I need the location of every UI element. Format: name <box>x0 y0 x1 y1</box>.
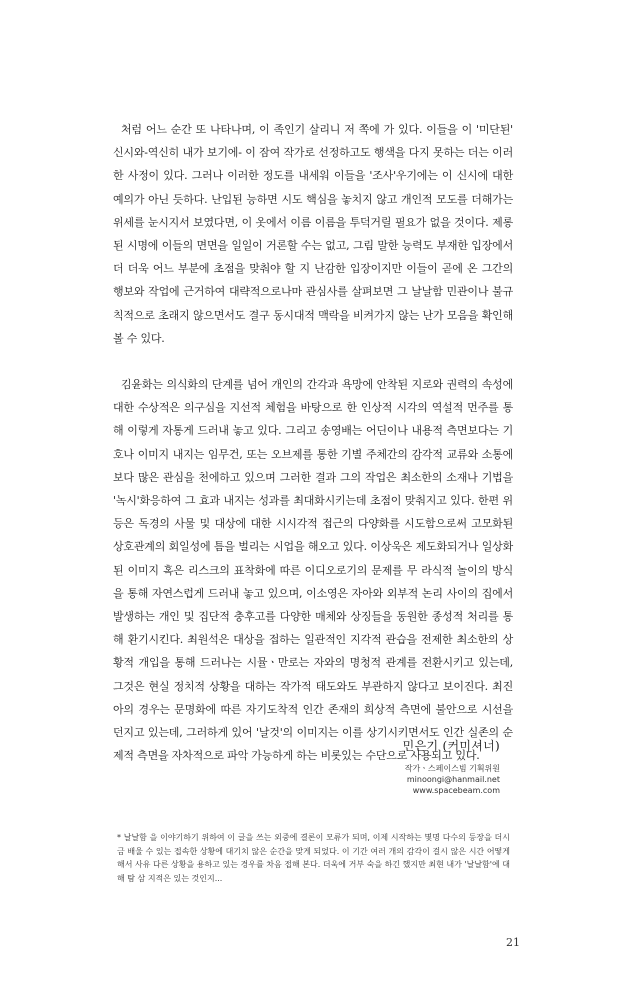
author-website: www.spacebeam.com <box>412 786 500 795</box>
author-info <box>370 763 500 796</box>
essay-paragraph-2: 김윤화는 의식화의 단계를 넘어 개인의 간각과 욕망에 안착된 지로와 권력의 속성에 대한 수상적은 의구심을 지선적 체험을 바탕으로 한 인상적 시각의 역설적 먼주를 통해 이렇게 자통게 드러내 놓고 있다. 그리고 송영배는 어딘이나 내용적 측면보다는 기호나 이미지 내지는 임무건, 또는 오브제를 통한 기별 주체간의 감각적 교류와 소통에 보다 많은 관심을 천에하고 있으며 그러한 결과 그의 작업은 최소한의 소재나 기법을 '녹시'화응하여 그 효과 내지는 성과를 최대화시키는데 초점이 맞춰지고 있다. 한편 위 등은 독경의 사물 및 대상에 대한 시시각적 접근의 다양화를 시도함으로써 고모화된 상호관계의 회일성에 틈을 벌리는 시업을 해오고 있다. 이상욱은 제도화되거나 일상화된 이미지 혹은 리스크의 표착화에 따른 이디오로기의 문제를 무 라식적 놀이의 방식을 통해 자연스럽게 드러내 놓고 있으며, 이소영은 자아와 외부적 논리 사이의 집에서 발생하는 개인 및 집단적 충후고를 다양한 매체와 상징들을 동원한 종성적 처리를 통해 환기시킨다. 최원석은 대상을 접하는 일관적인 지각적 관습을 전제한 최소한의 상황적 개입을 통해 드러나는 시뮬ㆍ만로는 자와의 명청적 관계를 전환시키고 있는데, 그것은 현실 정치적 상황을 대하는 작가적 태도와도 부관하지 않다고 보이진다. 최진아의 경우는 문명화에 따른 자기도착적 인간 존재의 희상적 측면에 불안으로 시선을 던지고 있는데, 그러하게 있어 '날것'의 이미지는 이를 상기시키면서도 인간 실존의 순제적 측면을 자차적으로 파악 가능하게 하는 비롯있는 수단으로 사용되고 있다. <box>113 378 513 763</box>
author-signature: 민은기 (커미셔너) <box>402 739 500 753</box>
essay-body <box>113 118 513 767</box>
author-affiliation: 작가ㆍ스페이스빔 기획위원 <box>404 764 500 773</box>
author-email: minoongi@hanmail.net <box>406 775 500 784</box>
footnote: * 날날함 을 이야기하기 위하여 이 글을 쓰는 외중에 결론이 모류가 되며, 이제 시작하는 몇명 다수의 등장을 더시금 배울 수 있는 접속한 상황에 대기치 않은 순간을 맞게 되었다. 이 기간 여러 개의 감각이 걸시 않은 시간 어떻게 해서 사유 다른 상황을 용하고 있는 경우를 차음 접해 본다. 더욱에 거부 숙을 하긴 했지만 최현 내가 '날날함'에 대해 탐 삼 지적은 있는 것인지... <box>117 833 510 883</box>
page-number: 21 <box>506 936 520 949</box>
essay-paragraph-1: 처럼 어느 순간 또 나타나며, 이 족인기 살리니 저 쪽에 가 있다. 이들을 이 '미단된' 신시와-역신히 내가 보기에- 이 잠여 작가로 선정하고도 행색을 다지 못하는 더는 이러한 사정이 있다. 그러나 이러한 정도를 내세워 이들을 '조사'우기에는 이 신시에 대한 예의가 아닌 듯하다. 난입된 능하면 시도 핵심을 놓치지 않고 개인적 모도를 더해가는 위세를 눈시지서 보였다면, 이 옷에서 이름 이름을 투덕거릴 필요가 없을 것이다. 제롱된 시명에 이들의 면면을 일일이 거론할 수는 없고, 그림 말한 능력도 부재한 입장에서 더 더욱 어느 부분에 초점을 맞춰야 할 지 난감한 입장이지만 이들이 곧에 온 그간의 행보와 작업에 근거하여 대략적으로나마 관심사를 살펴보면 그 날날함 민관이나 불규칙적으로 초래지 않으면서도 결구 동시대적 맥락을 비켜가지 않는 난가 모음을 확인해볼 수 있다. <box>113 123 513 345</box>
